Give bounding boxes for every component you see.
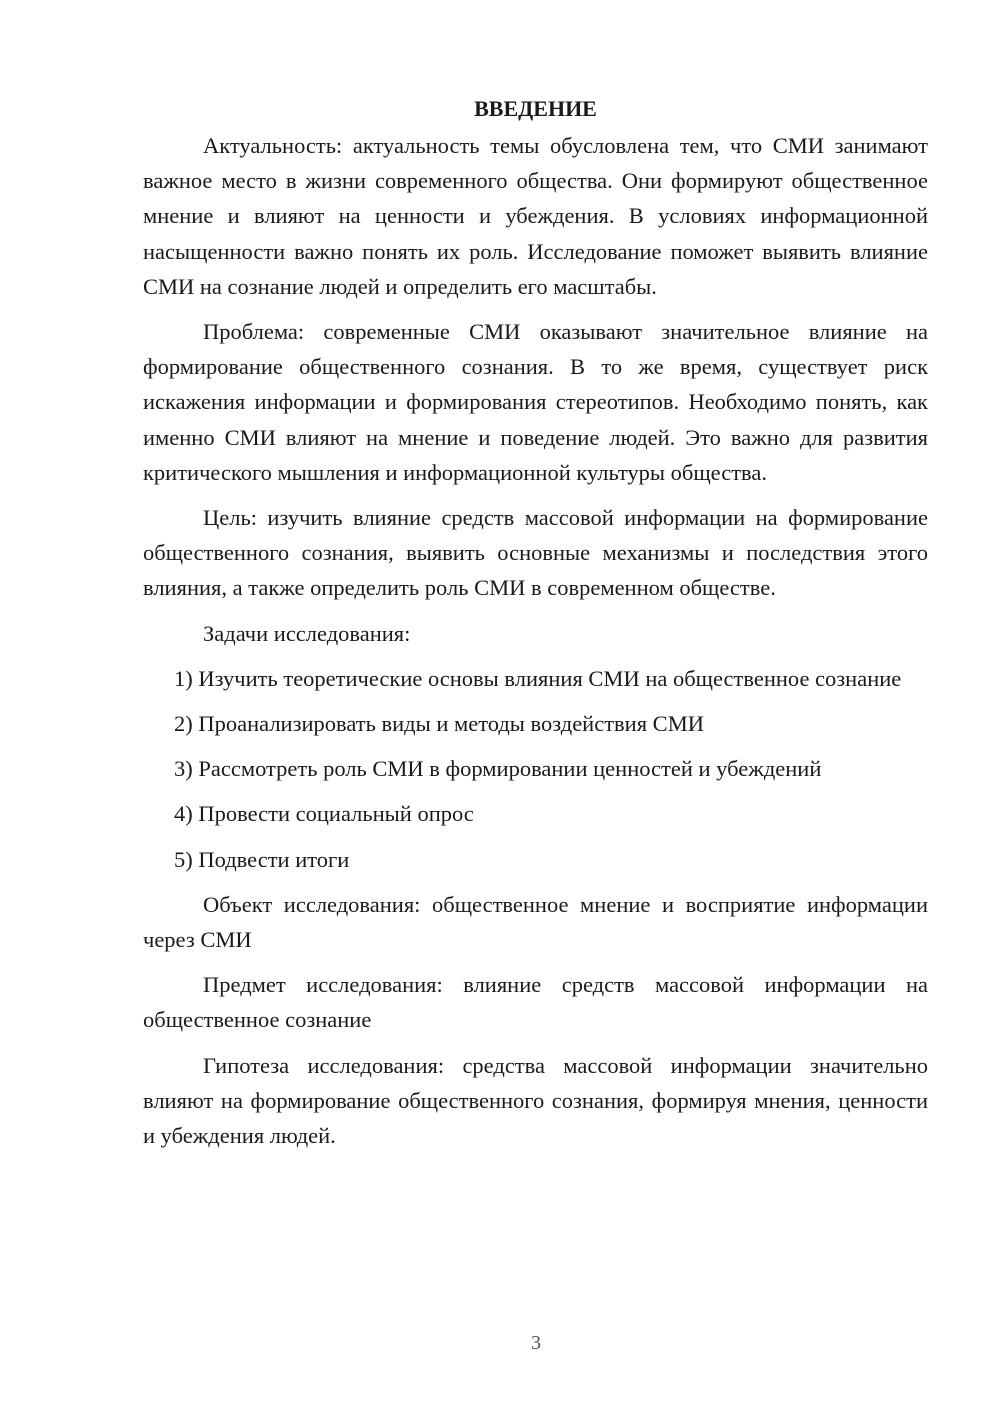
task-item: 3) Рассмотреть роль СМИ в формировании ценностей и убеждений <box>174 756 822 782</box>
task-item: 2) Проанализировать виды и методы воздействия СМИ <box>174 711 704 737</box>
paragraph-problem: Проблема: современные СМИ оказывают значительное влияние на формирование общественного сознания. В то же время, существует риск искажения информации и формирования стереотипов. Необходимо понять, как именно СМИ влияют на мнение и поведение людей. Это важно для развития критического мышления и информационной культуры общества. <box>143 319 928 485</box>
task-item: 4) Провести социальный опрос <box>174 801 474 827</box>
paragraph-goal: Цель: изучить влияние средств массовой информации на формирование общественного сознания, выявить основные механизмы и последствия этого влияния, а также определить роль СМИ в современном обществе. <box>143 505 928 601</box>
paragraph-subject: Предмет исследования: влияние средств массовой информации на общественное сознание <box>143 972 928 1033</box>
paragraph-tasks-heading: Задачи исследования: <box>203 620 411 646</box>
task-item: 1) Изучить теоретические основы влияния СМИ на общественное сознание <box>174 665 902 691</box>
task-item: 5) Подвести итоги <box>174 846 350 872</box>
page-number: 3 <box>531 1332 541 1354</box>
page-title: ВВЕДЕНИЕ <box>474 96 597 121</box>
paragraph-object: Объект исследования: общественное мнение и восприятие информации через СМИ <box>143 891 928 953</box>
paragraph-hypothesis: Гипотеза исследования: средства массовой информации значительно влияют на формирование общественного сознания, формируя мнения, ценности и убеждения людей. <box>143 1052 928 1149</box>
paragraph-relevance: Актуальность: актуальность темы обусловлена тем, что СМИ занимают важное место в жизни современного общества. Они формируют общественное мнение и влияют на ценности и убеждения. В условиях информационной насыщенности важно понять их роль. Исследование поможет выявить влияние СМИ на сознание людей и определить его масштабы. <box>143 133 928 299</box>
document-page <box>143 92 928 1163</box>
